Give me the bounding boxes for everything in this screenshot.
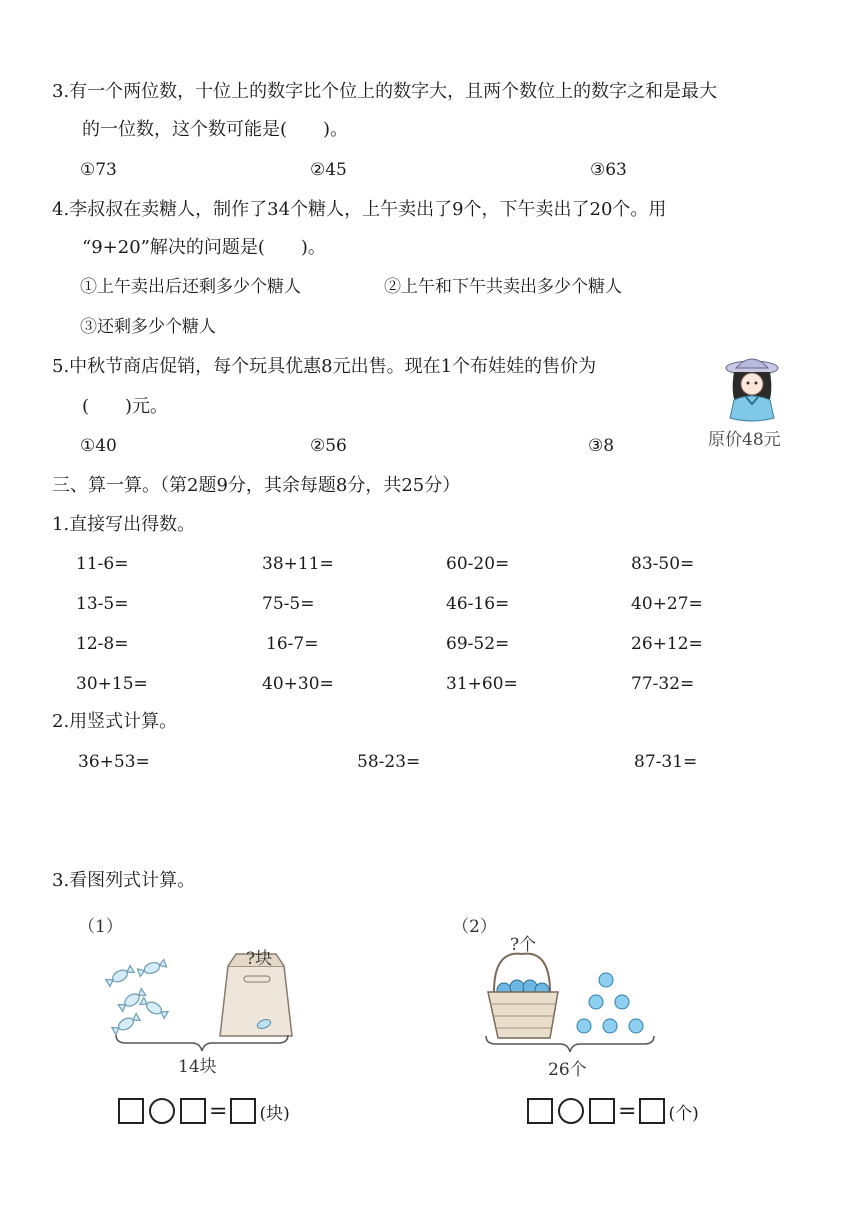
oral-item: 77-32= <box>631 674 695 694</box>
pic1-brace <box>112 1033 292 1053</box>
q4-option-1[interactable]: ①上午卖出后还剩多少个糖人 <box>80 277 301 297</box>
pic1-equation <box>118 1098 290 1124</box>
answer-box[interactable] <box>118 1098 144 1124</box>
pic1-unit: (块) <box>259 1103 290 1124</box>
oral-item: 16-7= <box>266 634 319 654</box>
vertical-item: 58-23= <box>357 752 421 772</box>
equals-sign: = <box>618 1098 637 1124</box>
oral-item: 38+11= <box>262 554 334 574</box>
q4-stem-line1: 4.李叔叔在卖糖人，制作了34个糖人，上午卖出了9个，下午卖出了20个。用 <box>52 199 667 220</box>
sub2-title: 2.用竖式计算。 <box>52 711 178 732</box>
apple-illustration <box>484 950 664 1042</box>
pic1-question: ?块 <box>246 949 273 969</box>
oral-item: 11-6= <box>76 554 129 574</box>
pic1-total: 14块 <box>178 1057 217 1077</box>
q5-option-2[interactable]: ②56 <box>310 436 347 456</box>
answer-box[interactable] <box>589 1098 615 1124</box>
pic2-unit: (个) <box>668 1103 699 1124</box>
oral-item: 30+15= <box>76 674 148 694</box>
vertical-item: 36+53= <box>78 752 150 772</box>
oral-item: 83-50= <box>631 554 695 574</box>
q4-option-3[interactable]: ③还剩多少个糖人 <box>80 317 216 337</box>
q4-option-2[interactable]: ②上午和下午共卖出多少个糖人 <box>384 277 622 297</box>
q3-stem-line2: 的一位数，这个数可能是( )。 <box>82 119 349 140</box>
answer-box[interactable] <box>639 1098 665 1124</box>
vertical-item: 87-31= <box>634 752 698 772</box>
equals-sign: = <box>209 1098 228 1124</box>
oral-item: 69-52= <box>446 634 510 654</box>
answer-box[interactable] <box>230 1098 256 1124</box>
oral-item: 60-20= <box>446 554 510 574</box>
pic2-brace <box>482 1034 658 1054</box>
q5-option-1[interactable]: ①40 <box>80 436 117 456</box>
pic2-label: （2） <box>452 917 497 937</box>
answer-box[interactable] <box>527 1098 553 1124</box>
q3-stem-line1: 3.有一个两位数，十位上的数字比个位上的数字大，且两个数位上的数字之和是最大 <box>52 81 718 102</box>
q3-option-2[interactable]: ②45 <box>310 160 347 180</box>
answer-box[interactable] <box>180 1098 206 1124</box>
operator-circle[interactable] <box>558 1098 584 1124</box>
q5-stem-line2: ( )元。 <box>82 396 169 417</box>
doll-price-label: 原价48元 <box>708 430 781 450</box>
q5-option-3[interactable]: ③8 <box>588 436 615 456</box>
oral-item: 12-8= <box>76 634 129 654</box>
oral-item: 26+12= <box>631 634 703 654</box>
pic2-equation <box>527 1098 699 1124</box>
oral-item: 31+60= <box>446 674 518 694</box>
oral-item: 40+30= <box>262 674 334 694</box>
oral-item: 40+27= <box>631 594 703 614</box>
oral-item: 75-5= <box>262 594 315 614</box>
q4-stem-line2: “9+20”解决的问题是( )。 <box>82 237 326 258</box>
sub3-title: 3.看图列式计算。 <box>52 870 196 891</box>
q3-option-3[interactable]: ③63 <box>590 160 627 180</box>
q3-option-1[interactable]: ①73 <box>80 160 117 180</box>
pic1-label: （1） <box>78 917 123 937</box>
section3-heading: 三、算一算。（第2题9分，其余每题8分，共25分） <box>52 475 461 496</box>
oral-item: 46-16= <box>446 594 510 614</box>
operator-circle[interactable] <box>149 1098 175 1124</box>
sub1-title: 1.直接写出得数。 <box>52 514 196 535</box>
oral-item: 13-5= <box>76 594 129 614</box>
pic2-question: ?个 <box>510 935 537 955</box>
pic2-total: 26个 <box>548 1060 587 1080</box>
q5-stem-line1: 5.中秋节商店促销，每个玩具优惠8元出售。现在1个布娃娃的售价为 <box>52 356 597 377</box>
